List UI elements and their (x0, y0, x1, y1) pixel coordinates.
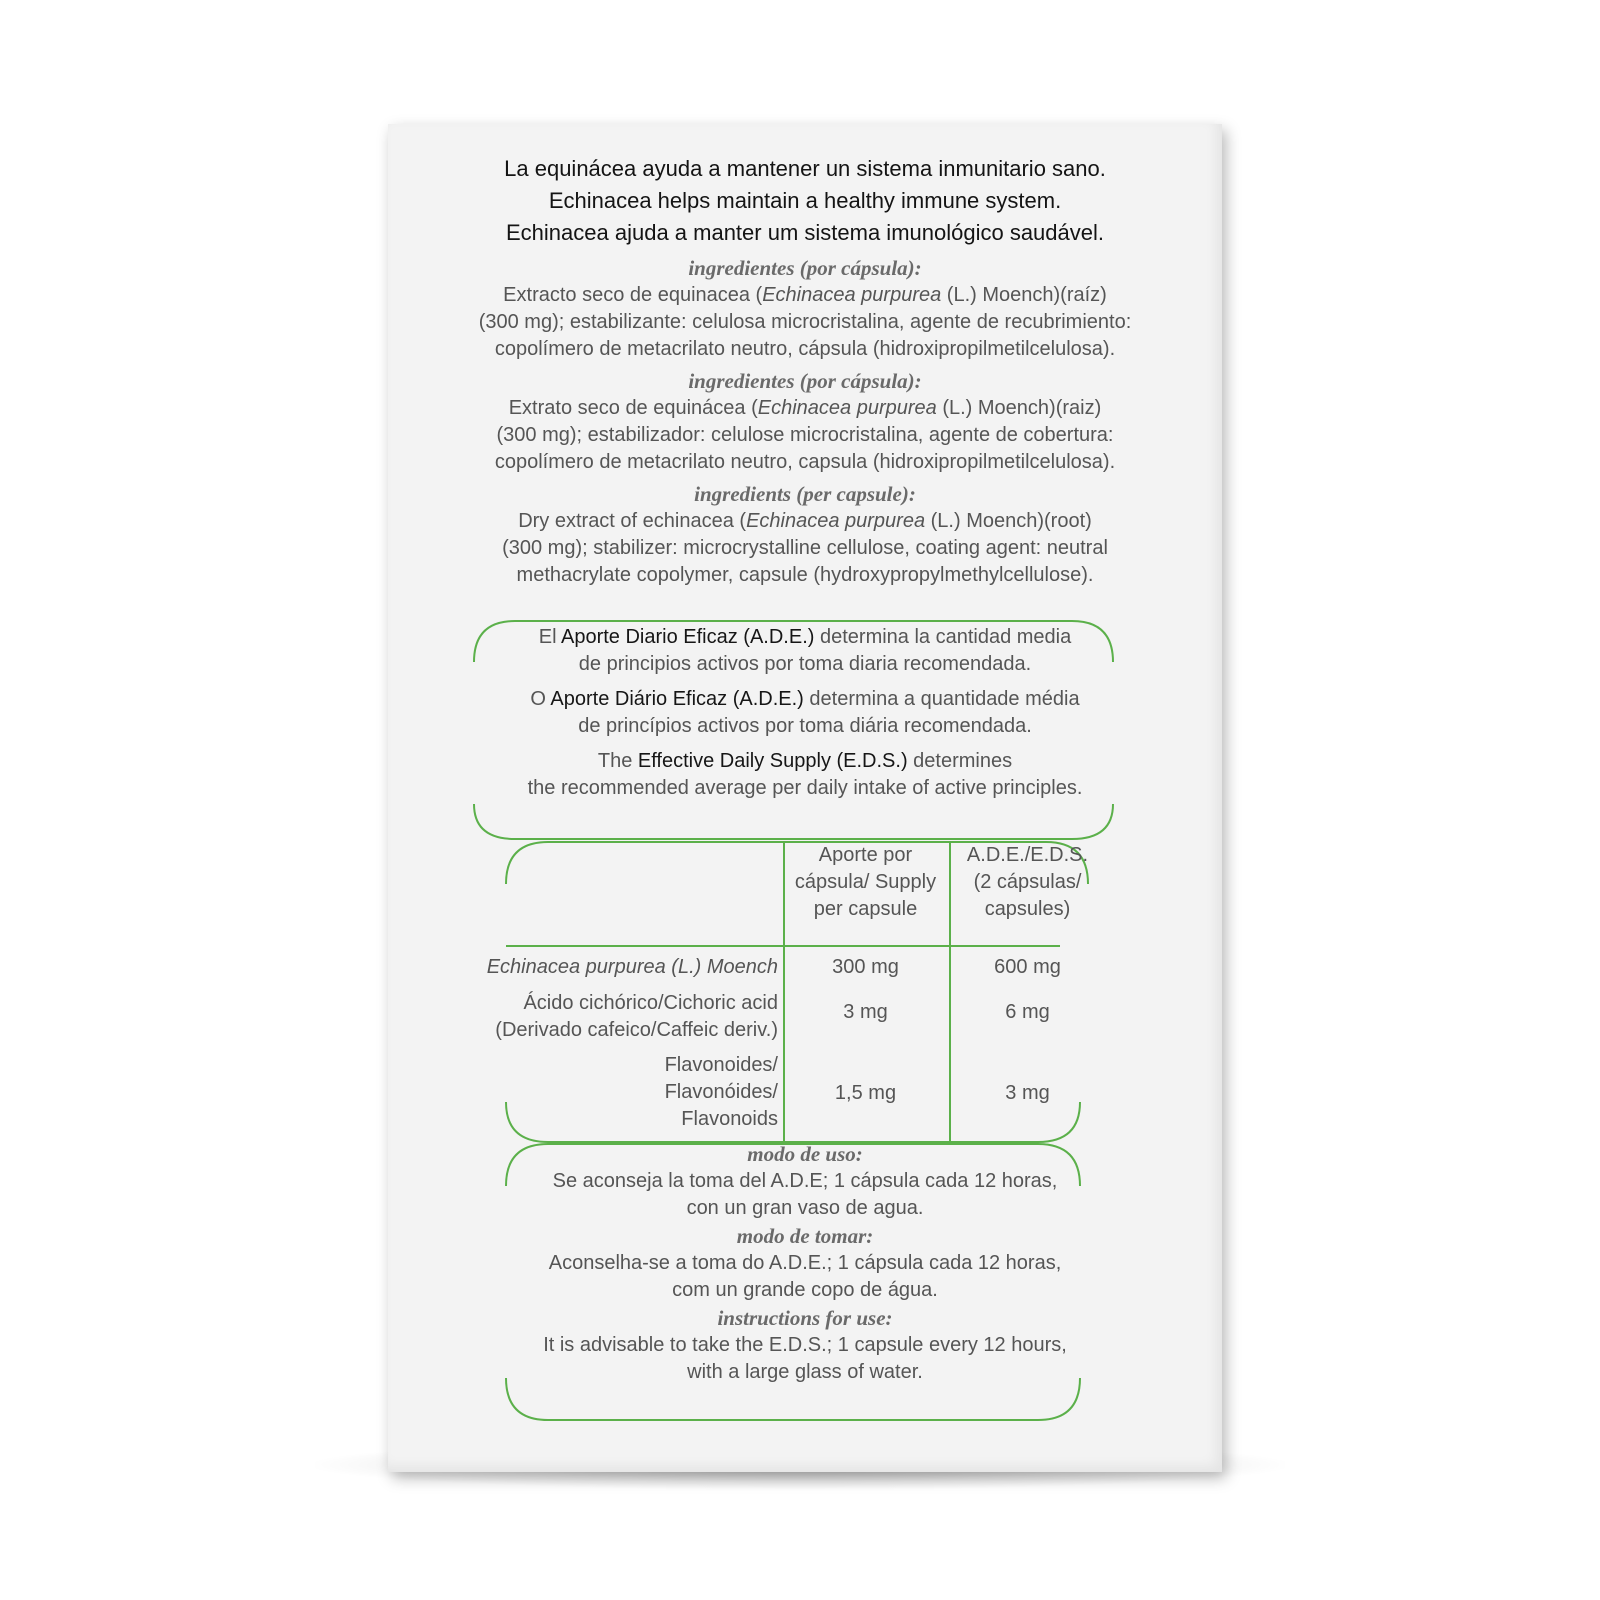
text: The (597, 750, 638, 772)
text: Extracto seco de equinacea ( (503, 284, 763, 306)
text: O (530, 688, 551, 710)
row-value-per-capsule: 300 mg (832, 956, 899, 978)
claim-es: La equinácea ayuda a mantener un sistema inmunitario sano. (504, 156, 1106, 181)
text: determines (907, 750, 1013, 772)
ade-es (388, 624, 1222, 678)
health-claims (388, 153, 1222, 249)
usage-en-line2: with a large glass of water. (687, 1361, 923, 1383)
ingredients-pt-line3: copolímero de metacrilato neutro, capsula (hidroxipropilmetilcelulosa). (494, 451, 1116, 473)
ade-en-line2: the recommended average per daily intake of active principles. (527, 777, 1083, 799)
ade-term: Aporte Diário Eficaz (A.D.E.) (550, 688, 804, 710)
label-line: Flavonoides/ (664, 1054, 778, 1076)
header-line: Aporte por (818, 844, 913, 866)
ade-en (388, 748, 1222, 802)
ingredients-en-line1 (388, 508, 1222, 535)
text: Dry extract of echinacea ( (518, 510, 747, 532)
usage-pt-line1: Aconselha-se a toma do A.D.E.; 1 cápsula cada 12 horas, (548, 1252, 1062, 1274)
usage-es (388, 1140, 1222, 1222)
ingredients-es (388, 254, 1222, 363)
text: Extrato seco de equinácea ( (508, 397, 758, 419)
ade-section (388, 624, 1222, 810)
usage-es-line1: Se aconseja la toma del A.D.E; 1 cápsula cada 12 horas, (552, 1170, 1058, 1192)
claim-pt: Echinacea ajuda a manter um sistema imunológico saudável. (506, 220, 1104, 245)
text: (L.) Moench)(raíz) (941, 284, 1107, 306)
text: (L.) Moench)(raiz) (936, 397, 1102, 419)
row-label-echinacea: Echinacea purpurea (L.) Moench (486, 956, 778, 978)
text: determina la cantidad media (814, 626, 1072, 648)
species-name: Echinacea purpurea (757, 397, 937, 419)
usage-section (388, 1140, 1222, 1386)
table-header-daily (950, 842, 1105, 923)
ingredients-section (388, 254, 1222, 593)
label-line: (Derivado cafeico/Caffeic deriv.) (495, 1019, 778, 1041)
usage-en (388, 1304, 1222, 1386)
header-line: per capsule (813, 898, 918, 920)
ingredients-heading-en: ingredients (per capsule): (694, 482, 916, 506)
product-box-back (388, 124, 1222, 1472)
row-label-cichoric-acid (495, 990, 778, 1044)
species-name: Echinacea purpurea (746, 510, 926, 532)
usage-es-line2: con un gran vaso de agua. (686, 1197, 924, 1219)
usage-pt-line2: com un grande copo de água. (672, 1279, 938, 1301)
row-label-flavonoids (665, 1052, 778, 1133)
species-name: Echinacea purpurea (762, 284, 942, 306)
ingredients-es-line3: copolímero de metacrilato neutro, cápsula (hidroxipropilmetilcelulosa). (494, 338, 1116, 360)
ade-term: Aporte Diario Eficaz (A.D.E.) (561, 626, 815, 648)
ingredients-heading-es: ingredientes (por cápsula): (688, 256, 922, 280)
eds-term: Effective Daily Supply (E.D.S.) (637, 750, 908, 772)
claim-en: Echinacea helps maintain a healthy immune system. (548, 188, 1062, 213)
label-line: Flavonóides/ (664, 1081, 778, 1103)
usage-en-line1: It is advisable to take the E.D.S.; 1 capsule every 12 hours, (543, 1334, 1067, 1356)
text: (L.) Moench)(root) (925, 510, 1092, 532)
row-value-daily: 600 mg (994, 956, 1061, 978)
row-value-daily: 6 mg (1005, 1001, 1050, 1023)
usage-pt (388, 1222, 1222, 1304)
text: determina a quantidade média (803, 688, 1080, 710)
usage-heading-es: modo de uso: (747, 1142, 863, 1166)
usage-heading-en: instructions for use: (717, 1306, 893, 1330)
ingredients-en-line2: (300 mg); stabilizer: microcrystalline cellulose, coating agent: neutral (502, 537, 1108, 559)
table-header-per-capsule (783, 842, 948, 923)
ingredients-heading-pt: ingredientes (por cápsula): (688, 369, 922, 393)
ade-pt (388, 686, 1222, 740)
row-value-per-capsule: 3 mg (843, 1001, 888, 1023)
usage-heading-pt: modo de tomar: (736, 1224, 874, 1248)
row-value-daily: 3 mg (1005, 1082, 1050, 1104)
ingredients-es-line2: (300 mg); estabilizante: celulosa microcristalina, agente de recubrimiento: (478, 311, 1132, 333)
header-line: A.D.E./E.D.S. (966, 844, 1089, 866)
ingredients-en (388, 480, 1222, 589)
ingredients-es-line1 (388, 282, 1222, 309)
ade-pt-line2: de princípios activos por toma diária recomendada. (578, 715, 1032, 737)
ingredients-pt-line1 (388, 395, 1222, 422)
ingredients-pt-line2: (300 mg); estabilizador: celulose microcristalina, agente de cobertura: (496, 424, 1114, 446)
label-line: Ácido cichórico/Cichoric acid (523, 992, 778, 1014)
header-line: capsules) (984, 898, 1071, 920)
text: El (538, 626, 561, 648)
ingredients-en-line3: methacrylate copolymer, capsule (hydroxypropylmethylcellulose). (516, 564, 1094, 586)
nutrition-table (486, 842, 1089, 1142)
label-line: Flavonoids (681, 1108, 778, 1130)
ade-es-line2: de principios activos por toma diaria recomendada. (578, 653, 1032, 675)
ingredients-pt (388, 367, 1222, 476)
row-value-per-capsule: 1,5 mg (834, 1082, 897, 1104)
header-line: (2 cápsulas/ (973, 871, 1082, 893)
header-line: cápsula/ Supply (794, 871, 937, 893)
